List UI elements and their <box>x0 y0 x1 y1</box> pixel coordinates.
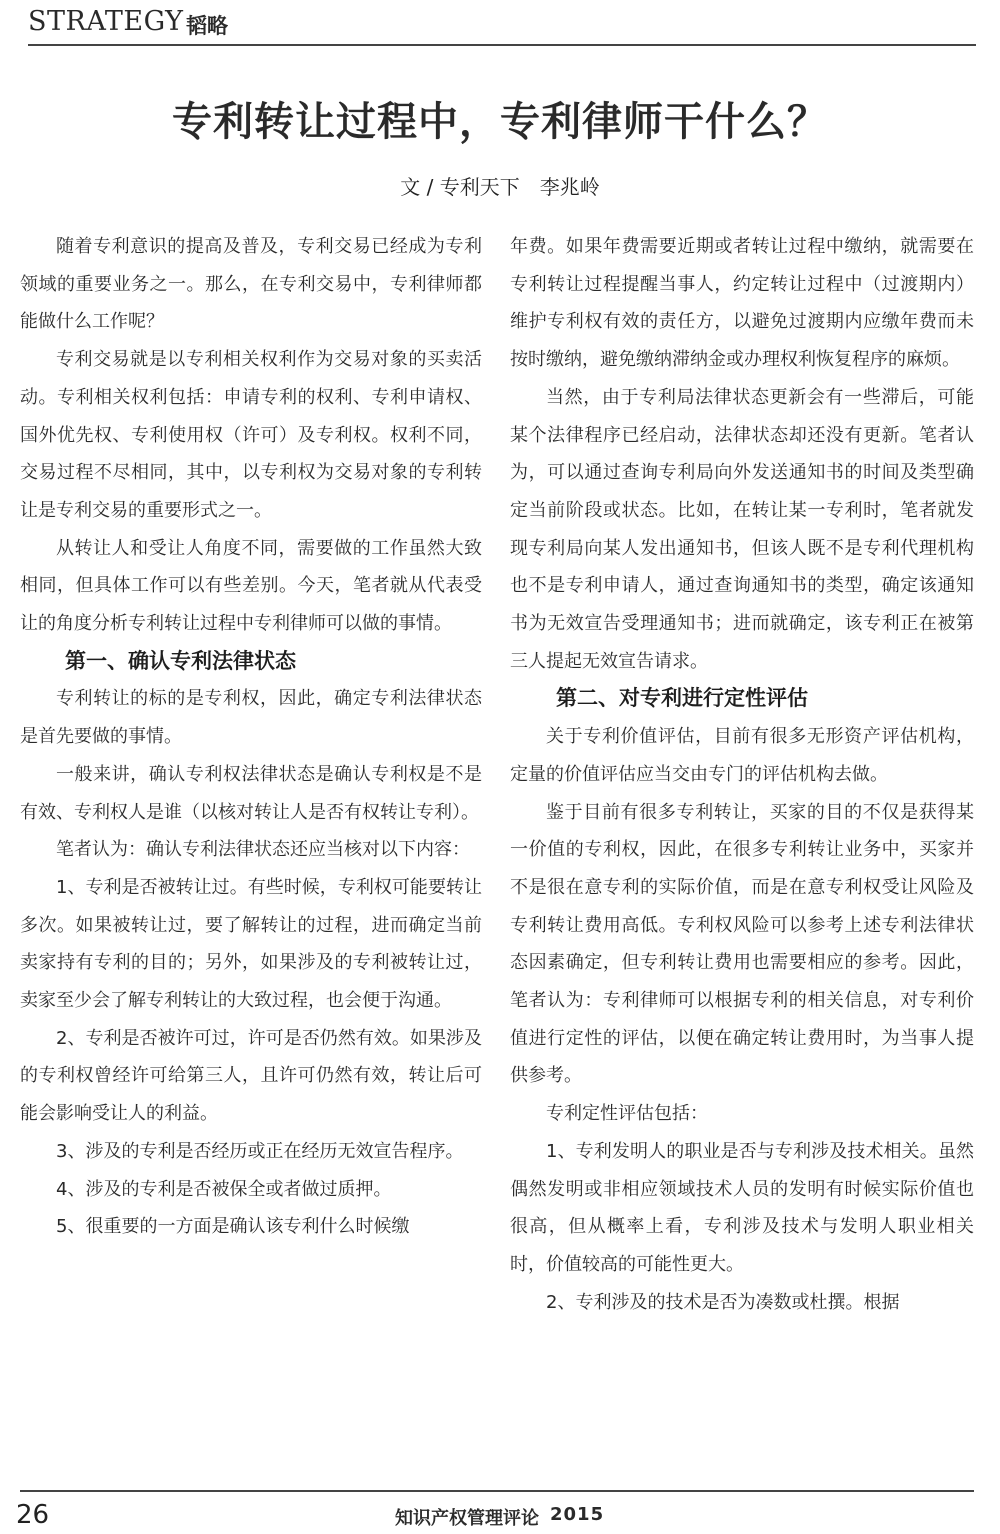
page-number: 26 <box>16 1500 50 1530</box>
paragraph: 专利定性评估包括： <box>546 1103 708 1125</box>
section-name-cn: 韬略 <box>186 14 228 38</box>
paragraph: 随着专利意识的提高及普及，专利交易已经成为专利领域的重要业务之一。那么，在专利交易中，专利律师都能做什么工作呢？ <box>20 236 482 333</box>
header-rule <box>28 44 976 46</box>
page-header <box>28 4 976 44</box>
issue-year: 2015 <box>550 1504 605 1525</box>
footer-rule <box>20 1490 974 1492</box>
section-name-en: STRATEGY <box>28 6 184 37</box>
article-title: 专利转让过程中，专利律师干什么？ <box>172 99 828 145</box>
paragraph: 专利转让的标的是专利权，因此，确定专利法律状态是首先要做的事情。 <box>20 688 482 748</box>
paragraph: 鉴于目前有很多专利转让，买家的目的不仅是获得某一价值的专利权，因此，在很多专利转让业务中，买家并不是很在意专利的实际价值，而是在意专利权受让风险及专利转让费用高低。专利权风险可以参考上述专利法律状态因素确定，但专利转让费用也需要相应的参考。因此，笔者认为：专利律师可以根据专利的相关信息，对专利价值进行定性的评估，以便在确定转让费用时，为当事人提供参考。 <box>510 801 974 1087</box>
page-footer <box>0 1488 1000 1534</box>
right-column <box>510 228 974 1321</box>
magazine-name: 知识产权管理评论 <box>395 1508 539 1529</box>
left-column <box>20 228 482 1246</box>
paragraph: 5、很重要的一方面是确认该专利什么时候缴 <box>56 1216 410 1238</box>
paragraph: 当然，由于专利局法律状态更新会有一些滞后，可能某个法律程序已经启动，法律状态却还没有更新。笔者认为，可以通过查询专利局向外发送通知书的时间及类型确定当前阶段或状态。比如，在转让某一专利时，笔者就发现专利局向某人发出通知书，但该人既不是专利代理机构也不是专利申请人，通过查询通知书的类型，确定该通知书为无效宣告受理通知书；进而就确定，该专利正在被第三人提起无效宣告请求。 <box>510 386 974 672</box>
article-author: 文 / 专利天下 李兆岭 <box>400 175 600 199</box>
paragraph: 笔者认为：确认专利法律状态还应当核对以下内容： <box>56 839 470 861</box>
paragraph: 从转让人和受让人角度不同，需要做的工作虽然大致相同，但具体工作可以有些差别。今天，笔者就从代表受让的角度分析专利转让过程中专利律师可以做的事情。 <box>20 537 482 635</box>
paragraph: 4、涉及的专利是否被保全或者做过质押。 <box>56 1178 392 1200</box>
paragraph: 1、专利是否被转让过。有些时候，专利权可能要转让多次。如果被转让过，要了解转让的过程，进而确定当前卖家持有专利的目的；另外，如果涉及的专利被转让过，卖家至少会了解专利转让的大致过程，也会便于沟通。 <box>20 876 482 1012</box>
section-heading: 第一、确认专利法律状态 <box>65 648 296 673</box>
paragraph: 一般来讲，确认专利权法律状态是确认专利权是不是有效、专利权人是谁（以核对转让人是否有权转让专利）。 <box>20 763 482 823</box>
paragraph: 1、专利发明人的职业是否与专利涉及技术相关。虽然偶然发明或非相应领域技术人员的发明有时候实际价值也很高，但从概率上看，专利涉及技术与发明人职业相关时，价值较高的可能性更大。 <box>510 1140 974 1275</box>
paragraph: 2、专利涉及的技术是否为凑数或杜撰。根据 <box>546 1291 900 1313</box>
section-heading: 第二、对专利进行定性评估 <box>556 686 808 711</box>
paragraph: 2、专利是否被许可过，许可是否仍然有效。如果涉及的专利权曾经许可给第三人，且许可仍然有效，转让后可能会影响受让人的利益。 <box>20 1027 482 1125</box>
paragraph: 3、涉及的专利是否经历或正在经历无效宣告程序。 <box>56 1140 464 1162</box>
paragraph: 年费。如果年费需要近期或者转让过程中缴纳，就需要在专利转让过程提醒当事人，约定转让过程中（过渡期内）维护专利权有效的责任方，以避免过渡期内应缴年费而未按时缴纳，避免缴纳滞纳金或办理权利恢复程序的麻烦。 <box>510 236 974 371</box>
paragraph: 专利交易就是以专利相关权利作为交易对象的买卖活动。专利相关权利包括：申请专利的权利、专利申请权、国外优先权、专利使用权（许可）及专利权。权利不同，交易过程不尽相同，其中，以专利权为交易对象的专利转让是专利交易的重要形式之一。 <box>20 349 482 521</box>
paragraph: 关于专利价值评估，目前有很多无形资产评估机构，定量的价值评估应当交由专门的评估机构去做。 <box>510 726 974 785</box>
